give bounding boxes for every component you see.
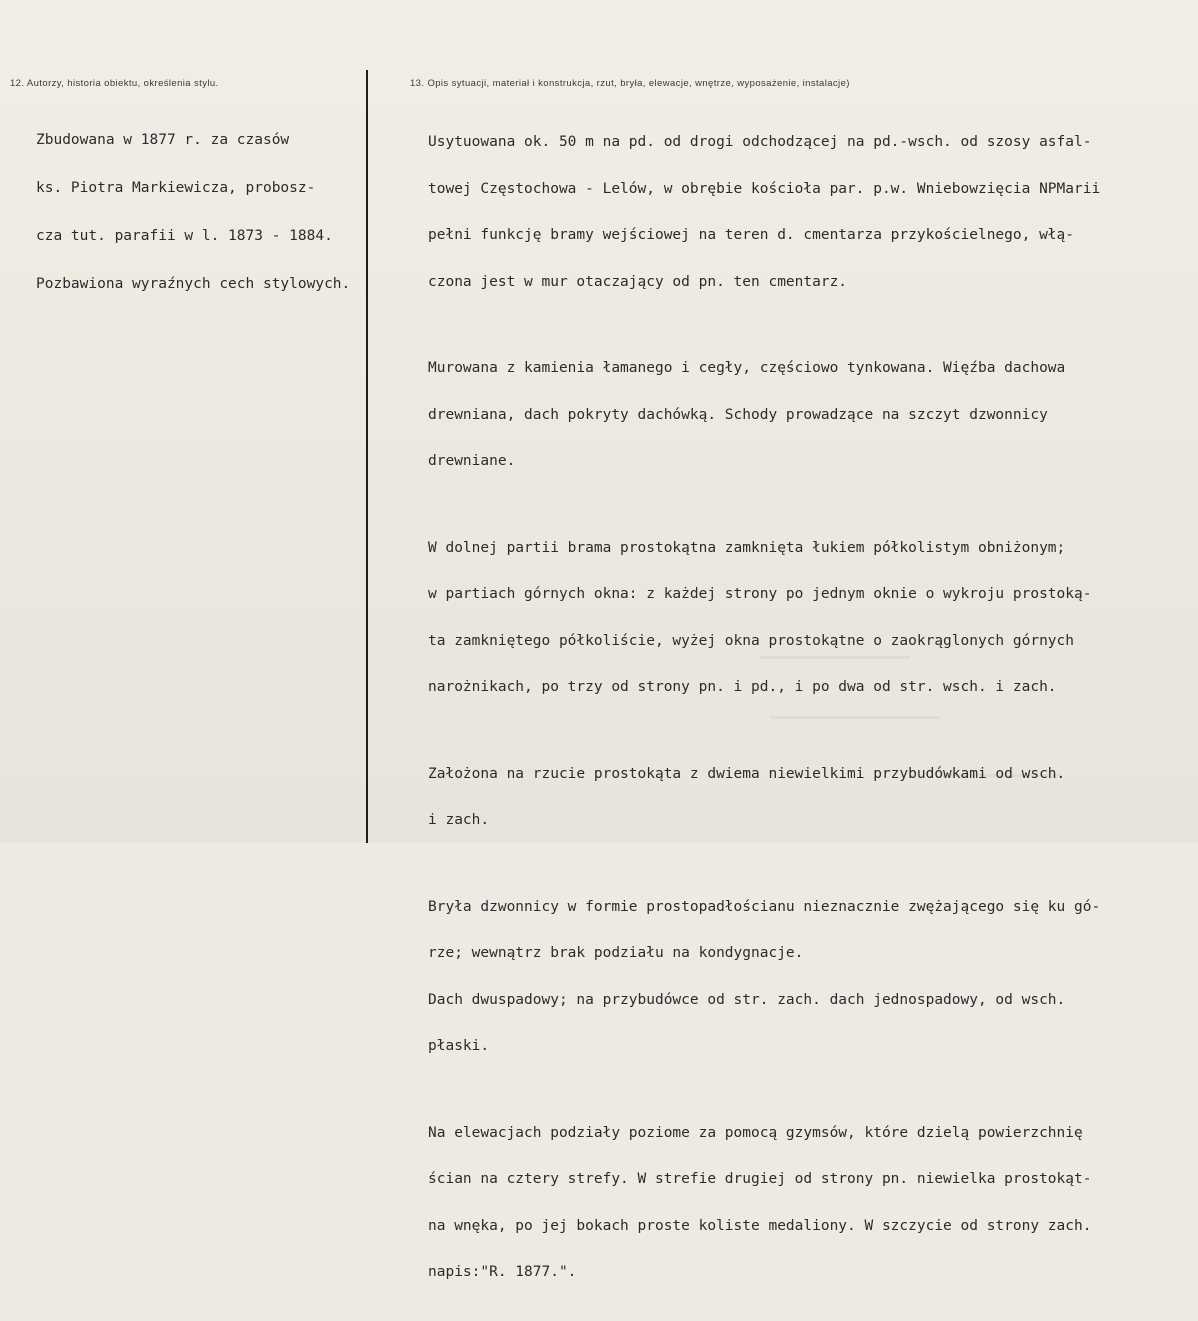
- description-line: narożnikach, po trzy od strony pn. i pd., i po dwa od str. wsch. i zach.: [428, 679, 1057, 695]
- description-line: rze; wewnątrz brak podziału na kondygnacje.: [428, 945, 804, 961]
- description-line: towej Częstochowa - Lelów, w obrębie kościoła par. p.w. Wniebowzięcia NPMarii: [428, 180, 1101, 197]
- description-line: na wnęka, po jej bokach proste koliste medaliony. W szczycie od strony zach.: [428, 1217, 1092, 1234]
- description-paragraph-plan: [428, 736, 1198, 860]
- description-line: i zach.: [428, 812, 490, 828]
- history-line: cza tut. parafii w l. 1873 - 1884.: [36, 228, 333, 244]
- description-line: drewniana, dach pokryty dachówką. Schody prowadzące na szczyt dzwonnicy: [428, 406, 1048, 423]
- description-line: ta zamkniętego półkoliście, wyżej okna prostokątne o zaokrąglonych górnych: [428, 632, 1075, 649]
- history-line: ks. Piotra Markiewicza, probosz-: [36, 180, 316, 196]
- section-13-label: 13. Opis sytuacji, materiał i konstrukcja, rzut, bryła, elewacje, wnętrze, wyposażenie, instalacje): [410, 78, 850, 89]
- description-line: W dolnej partii brama prostokątna zamknięta łukiem półkolistym obniżonym;: [428, 539, 1066, 556]
- description-line: Bryła dzwonnicy w formie prostopadłościanu nieznacznie zwężającego się ku gó-: [428, 898, 1101, 915]
- history-line: Pozbawiona wyraźnych cech stylowych.: [36, 276, 351, 292]
- description-column: [428, 104, 1198, 1321]
- description-line: drewniane.: [428, 453, 516, 469]
- description-line: Usytuowana ok. 50 m na pd. od drogi odchodzącej na pd.-wsch. od szosy asfal-: [428, 134, 1092, 150]
- description-line: płaski.: [428, 1038, 490, 1054]
- description-line: Założona na rzucie prostokąta z dwiema niewielkimi przybudówkami od wsch.: [428, 765, 1066, 782]
- section-12-label: 12. Autorzy, historia obiektu, określenia stylu.: [10, 78, 219, 89]
- description-line: w partiach górnych okna: z każdej strony po jednym oknie o wykroju prostoką-: [428, 586, 1092, 602]
- description-paragraph-openings: [428, 510, 1198, 727]
- history-line: Zbudowana w 1877 r. za czasów: [36, 132, 290, 148]
- description-paragraph-massing: [428, 869, 1198, 1086]
- description-line: Murowana z kamienia łamanego i cegły, częściowo tynkowana. Więźba dachowa: [428, 360, 1066, 376]
- description-paragraph-elevations: [428, 1095, 1198, 1312]
- description-paragraph-location: [428, 104, 1198, 321]
- description-line: czona jest w mur otaczający od pn. ten cmentarz.: [428, 273, 848, 290]
- description-paragraph-materials: [428, 330, 1198, 501]
- history-text: [36, 100, 396, 324]
- description-line: Dach dwuspadowy; na przybudówce od str. zach. dach jednospadowy, od wsch.: [428, 991, 1066, 1008]
- description-line: ścian na cztery strefy. W strefie drugiej od strony pn. niewielka prostokąt-: [428, 1171, 1092, 1187]
- description-line: napis:"R. 1877.".: [428, 1264, 577, 1280]
- description-line: pełni funkcję bramy wejściowej na teren d. cmentarza przykościelnego, włą-: [428, 227, 1075, 243]
- description-line: Na elewacjach podziały poziome za pomocą gzymsów, które dzielą powierzchnię: [428, 1124, 1083, 1141]
